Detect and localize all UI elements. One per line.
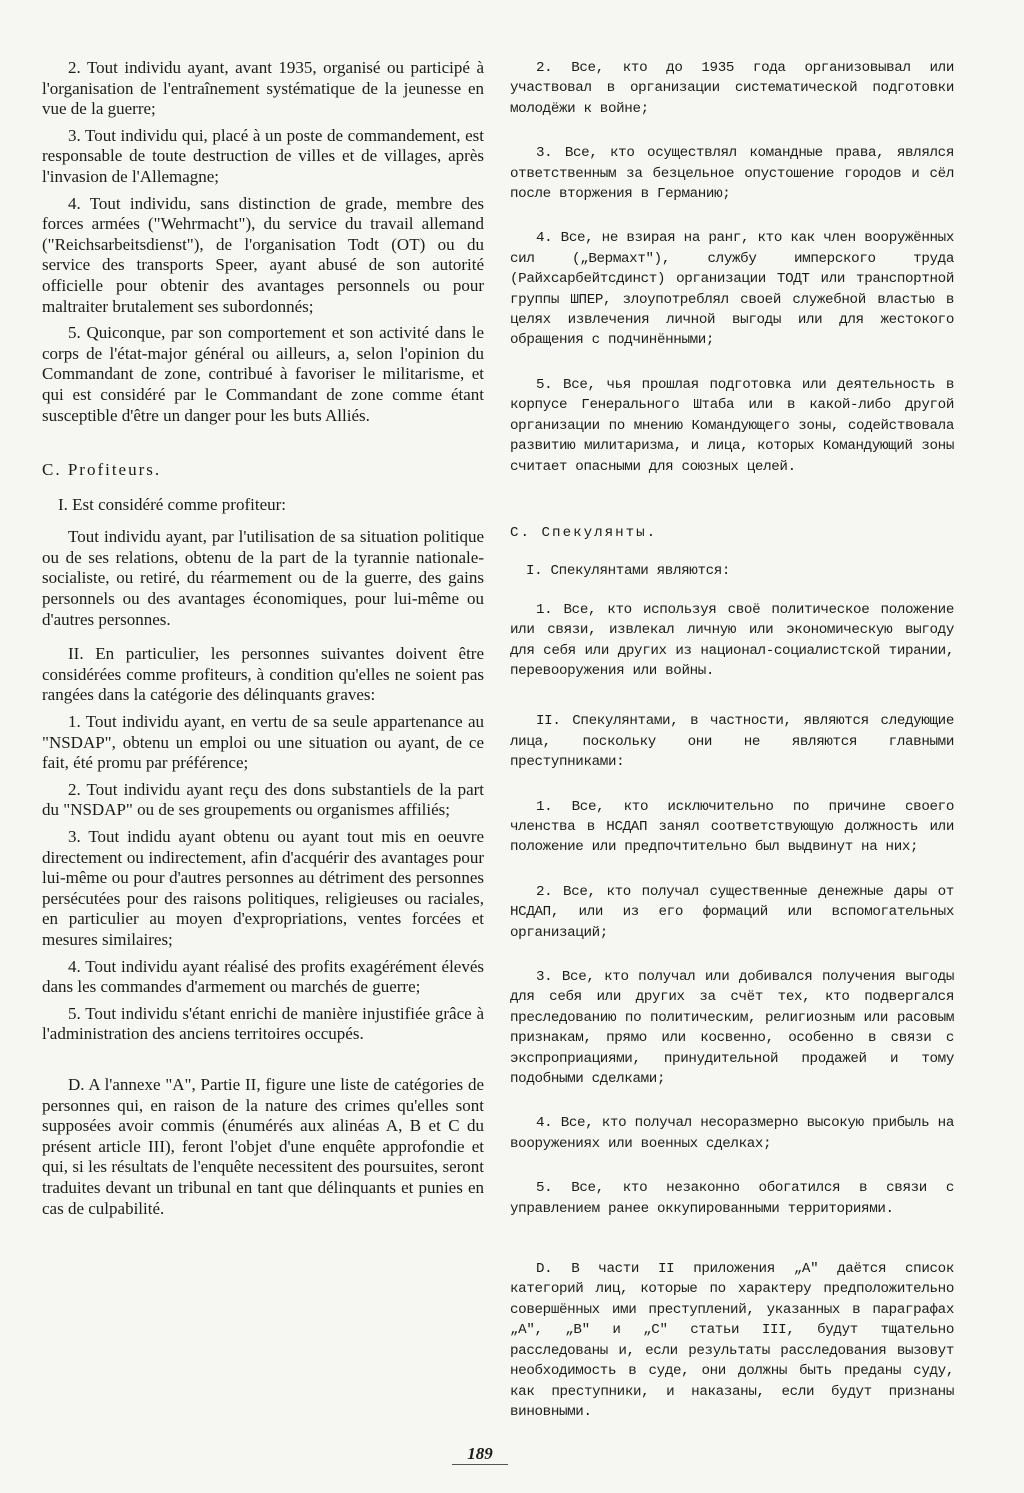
fr-section-c-heading: C. Profiteurs. [42,460,162,480]
ru-paragraph-5: 5. Все, чья прошлая подготовка или деятельность в корпусе Генерального Штаба или в какой-либо другой организации по мнению Командующего зоны, содействовала развитию милитаризма, и лица, которых Командующий зоны считает опасными для союзных целей. [510,376,954,475]
page-number: 189 [467,1444,493,1463]
fr-paragraph-2: 2. Tout individu ayant, avant 1935, organisé ou participé à l'organisation de l'entraînement systématique de la jeunesse en vue de la guerre; [42,58,484,119]
ru-c-i-label: I. Спекулянтами являются: [526,563,731,580]
fr-c-i-label: I. Est considéré comme profiteur: [58,494,287,514]
fr-c-item-5: 5. Tout individu s'étant enrichi de manière injustifiée grâce à l'administration des anciens territoires occupés. [42,1003,484,1044]
ru-paragraph-4: 4. Все, не взирая на ранг, кто как член вооружённых сил („Вермахт"), службу имперского труда (Райхсарбейтсдинст) организации ТОДТ или транспортной группы ШПЕР, злоупотреблял своей служебной властью в целях извлечения личной выгоды или для жестокого обращения с подчинёнными; [510,230,954,349]
french-column [42,58,484,1219]
ru-c-item-4: 4. Все, кто получал несоразмерно высокую прибыль на вооружениях или военных сделках; [510,1115,954,1152]
ru-c-item-2: 2. Все, кто получал существенные денежные дары от НСДАП, или из его формаций или вспомогательных организаций; [510,883,954,941]
fr-c-item-4: 4. Tout individu ayant réalisé des profits exagérément élevés dans les commandes d'armement ou marchés de guerre; [42,956,484,997]
fr-paragraph-5: 5. Quiconque, par son comportement et son activité dans le corps de l'état-major général ou ailleurs, a, selon l'opinion du Commandant de zone, contribué à favoriser le militarisme, et qui est considéré par le Commandant de zone comme étant susceptible d'être un danger pour les buts Alliés. [42,323,484,425]
ru-paragraph-2: 2. Все, кто до 1935 года организовывал или участвовал в организации систематической подготовки молодёжи к войне; [510,60,954,117]
ru-section-d: D. В части II приложения „А" даётся список категорий лиц, которые по характеру предположительно совершённых ими преступлений, указанных в параграфах „А", „В" и „С" статьи III, будут тщательно расследованы и, если результаты расследования вызовут необходимость в суде, они должны быть преданы суду, как преступники, и наказаны, если будут признаны виновными. [510,1261,954,1420]
ru-c-i-item-1: 1. Все, кто используя своё политическое положение или связи, извлекал личную или экономическую выгоду для себя или других из национал-социалистской тирании, перевооружения или войны. [510,601,954,679]
ru-c-item-1: 1. Все, кто исключительно по причине своего членства в НСДАП занял соответствующую должность или положение или предпочтительно был выдвинут на них; [510,798,954,856]
page-number-rule [452,1464,508,1465]
ru-c-item-5: 5. Все, кто незаконно обогатился в связи с управлением ранее оккупированными территориями. [510,1180,954,1217]
ru-c-ii-text: II. Спекулянтами, в частности, являются следующие лица, поскольку они не являются главными преступниками: [510,713,954,771]
fr-c-item-3: 3. Tout indidu ayant obtenu ou ayant tout mis en oeuvre directement ou indirectement, afin d'acquérir des avantages pour lui-même ou pour d'autres personnes au détriment des personnes persécutées pour des raisons politiques, religieuses ou raciales, en particulier au moyen d'expropriations, ventes forcées et mesures similaires; [42,827,484,949]
ru-section-c-heading: С. Спекулянты. [510,524,658,541]
ru-paragraph-3: 3. Все, кто осуществлял командные права, являлся ответственным за безцельное опустошение городов и сёл после вторжения в Германию; [510,145,954,203]
fr-c-ii-text: II. En particulier, les personnes suivantes doivent être considérées comme profiteurs, à condition qu'elles ne soient pas rangées dans la catégorie des délinquants graves: [42,644,484,705]
fr-paragraph-4: 4. Tout individu, sans distinction de grade, membre des forces armées ("Wehrmacht"), du service du travail allemand ("Reichsarbeitsdienst"), de l'organisation Todt (OT) ou du service des transports Speer, ayant abusé de son autorité officielle pour obtenir des avantages personnels ou pour maltraiter brutalement ses subordonnés; [42,193,484,316]
fr-c-item-1: 1. Tout individu ayant, en vertu de sa seule appartenance au "NSDAP", obtenu un emploi ou une situation ou ayant, de ce fait, été promu par préférence; [42,712,484,773]
fr-c-i-text: Tout individu ayant, par l'utilisation de sa situation politique ou de ses relations, obtenu de la part de la tyrannie nationale-socialiste, ou retiré, du réarmement ou de la guerre, des gains personnels ou des avantages économiques, pour lui-même ou d'autres personnes. [42,527,484,629]
ru-c-item-3: 3. Все, кто получал или добивался получения выгоды для себя или других за счёт тех, кто подвергался преследованию по политическим, религиозным или расовым признакам, прямо или косвенно, особенно в связи с экспроприациями, принудительной продажей и тому подобными сделками; [510,969,954,1088]
russian-column [510,58,954,1422]
fr-c-item-2: 2. Tout individu ayant reçu des dons substantiels de la part du "NSDAP" ou de ses groupements ou organismes affiliés; [42,779,484,820]
fr-section-d: D. A l'annexe "A", Partie II, figure une liste de catégories de personnes qui, en raison de la nature des crimes qu'elles sont supposées avoir commis (énumérés aux alinéas A, B et C du présent article III), feront l'objet d'une enquête approfondie et qui, si les résultats de l'enquête necessitent des poursuites, seront traduites devant un tribunal en tant que délinquants et punies en cas de culpabilité. [42,1074,484,1218]
fr-paragraph-3: 3. Tout individu qui, placé à un poste de commandement, est responsable de toute destruction de villes et de villages, après l'invasion de l'Allemagne; [42,125,484,186]
